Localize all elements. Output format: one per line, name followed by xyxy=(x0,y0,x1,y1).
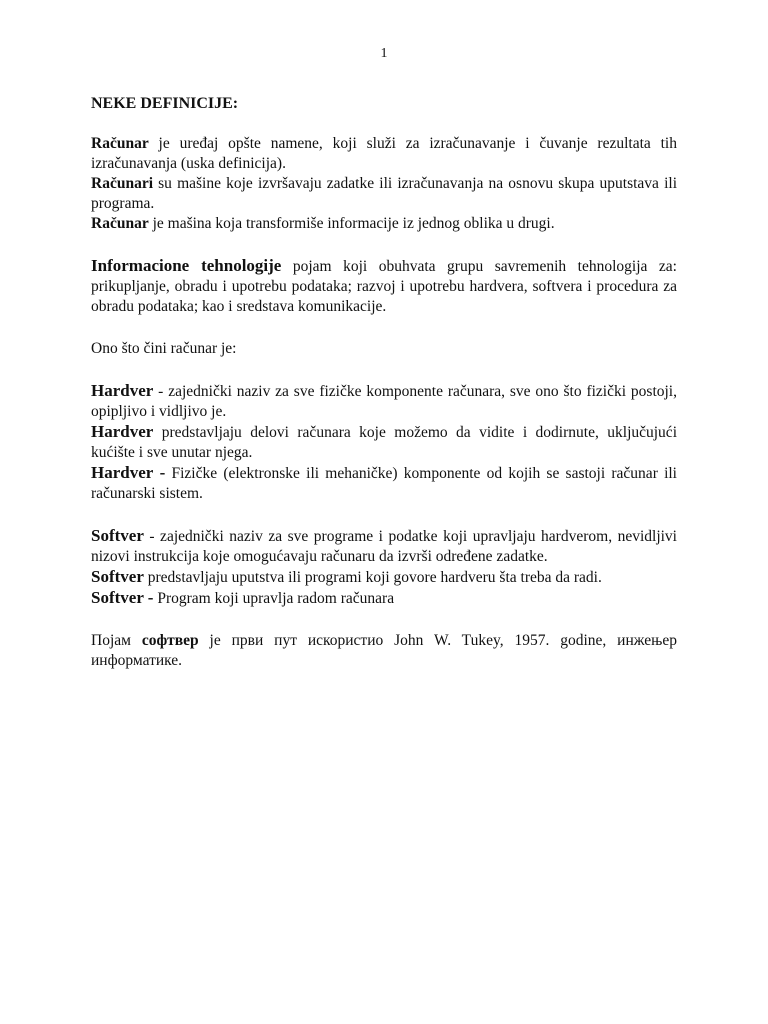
document-body xyxy=(91,94,677,671)
racunar-definition-3 xyxy=(91,214,677,234)
definition-text: Program koji upravlja radom računara xyxy=(153,590,395,607)
softver-definition-3 xyxy=(91,588,677,609)
term: Računari xyxy=(91,175,153,192)
definition-text: - zajednički naziv za sve fizičke komponente računara, sve ono što fizički postoji, opipljivo i vidljivo je. xyxy=(91,383,677,420)
term: Hardver xyxy=(91,381,154,400)
definition-text: je mašina koja transformiše informacije iz jednog oblika u drugi. xyxy=(148,215,555,232)
racunar-definition-2 xyxy=(91,174,677,214)
definition-text: Fizičke (elektronske ili mehaničke) komponente od kojih se sastoji računar ili računarski sistem. xyxy=(91,465,677,502)
section-heading: NEKE DEFINICIJE: xyxy=(91,95,239,112)
term: Softver xyxy=(91,526,144,545)
term: Računar xyxy=(91,135,149,152)
spacer xyxy=(91,359,677,381)
hardver-definition-3 xyxy=(91,463,677,504)
spacer xyxy=(91,234,677,256)
intro-line: Ono što čini računar je: xyxy=(91,340,237,357)
closing-after: је први пут искористио John W. Tukey, 1957. godine, инжењер информатике. xyxy=(91,632,677,669)
closing-paragraph xyxy=(91,631,677,671)
term: софтвер xyxy=(141,632,199,649)
spacer xyxy=(91,609,677,631)
spacer xyxy=(91,317,677,339)
term: Softver xyxy=(91,567,144,586)
page-number: 1 xyxy=(380,46,388,61)
term: Informacione tehnologije xyxy=(91,256,282,275)
racunar-definition-1 xyxy=(91,134,677,174)
definition-text: je uređaj opšte namene, koji služi za izračunavanje i čuvanje rezultata tih izračunavanja (uska definicija). xyxy=(91,135,677,172)
term: Hardver - xyxy=(91,463,166,482)
term: Softver - xyxy=(91,588,154,607)
softver-definition-1 xyxy=(91,526,677,567)
definition-text: - zajednički naziv za sve programe i podatke koji upravljaju hardverom, nevidljivi nizovi instrukcija koje omogućavaju računaru da izvrši određene zadatke. xyxy=(91,528,677,565)
definition-text: predstavljaju uputstva ili programi koji govore hardveru šta treba da radi. xyxy=(143,569,602,586)
it-definition xyxy=(91,256,677,317)
term: Hardver xyxy=(91,422,154,441)
term: Računar xyxy=(91,215,149,232)
hardver-definition-2 xyxy=(91,422,677,463)
definition-text: predstavljaju delovi računara koje možemo da vidite i dodirnute, uključujući kućište i sve unutar njega. xyxy=(91,424,677,461)
closing-before: Појам xyxy=(91,632,142,649)
spacer xyxy=(91,504,677,526)
definition-text: su mašine koje izvršavaju zadatke ili izračunavanja na osnovu skupa uputstava ili programa. xyxy=(91,175,677,212)
hardver-definition-1 xyxy=(91,381,677,422)
softver-definition-2 xyxy=(91,567,677,588)
definition-text: pojam koji obuhvata grupu savremenih tehnologija za: prikupljanje, obradu i upotrebu podataka; razvoj i upotrebu hardvera, softvera i procedura za obradu podataka; kao i sredstava komunikacije. xyxy=(91,258,677,315)
